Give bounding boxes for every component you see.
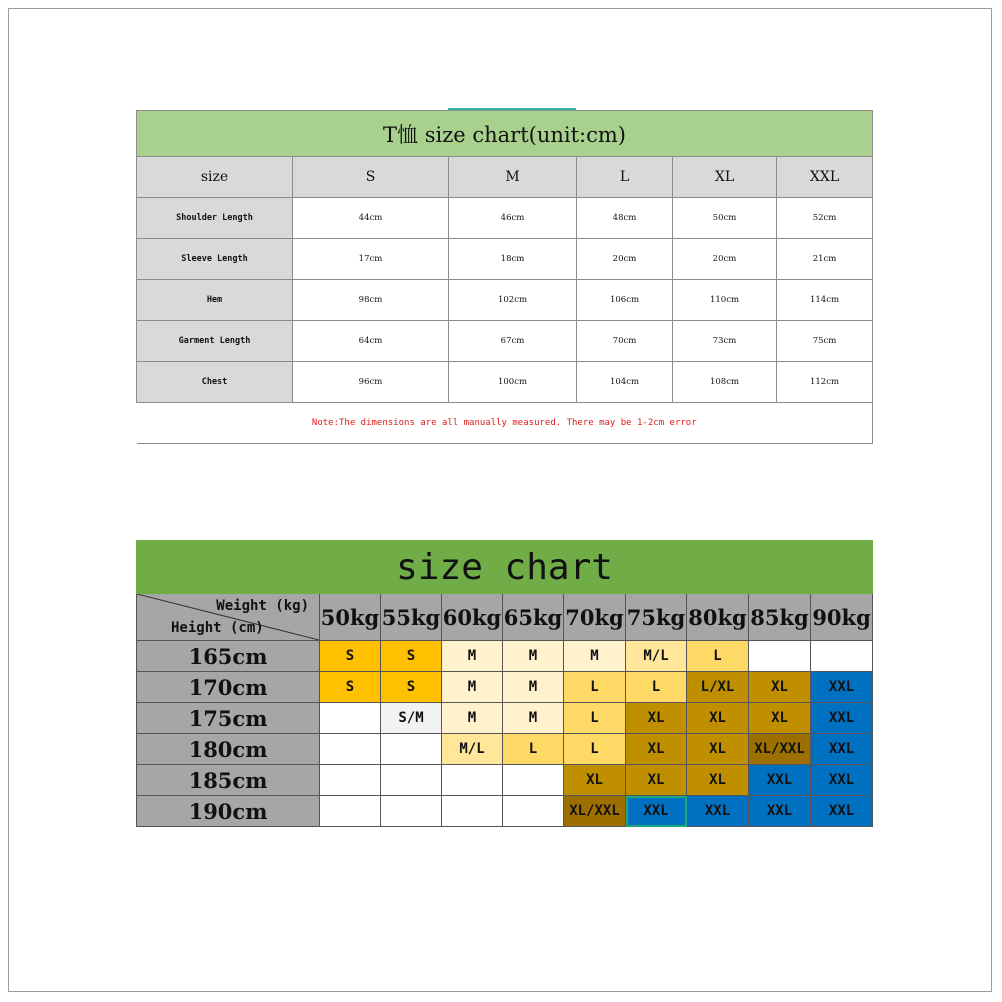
table-row bbox=[137, 321, 873, 362]
size-cell bbox=[320, 765, 381, 796]
size-cell: XL bbox=[564, 765, 626, 796]
size-cell: XL/XXL bbox=[749, 734, 811, 765]
measure-cell: 46cm bbox=[449, 198, 577, 239]
size-cell bbox=[320, 734, 381, 765]
table2-title-row bbox=[137, 541, 873, 594]
size-cell: M bbox=[503, 641, 564, 672]
table-row bbox=[137, 672, 873, 703]
size-cell: M bbox=[442, 641, 503, 672]
size-cell: M bbox=[564, 641, 626, 672]
measure-cell: 48cm bbox=[577, 198, 673, 239]
table-row bbox=[137, 239, 873, 280]
table1-note-row bbox=[137, 403, 873, 444]
table2-title: size chart bbox=[137, 541, 873, 594]
table-row bbox=[137, 765, 873, 796]
size-cell: M bbox=[442, 703, 503, 734]
size-cell: L bbox=[626, 672, 687, 703]
size-cell: L bbox=[564, 703, 626, 734]
measure-cell: 108cm bbox=[673, 362, 777, 403]
size-cell: L bbox=[564, 734, 626, 765]
size-cell: S bbox=[381, 672, 442, 703]
row-label: Shoulder Length bbox=[137, 198, 293, 239]
size-cell: XXL bbox=[626, 796, 687, 827]
size-cell: XXL bbox=[687, 796, 749, 827]
measure-cell: 75cm bbox=[777, 321, 873, 362]
size-cell: L bbox=[687, 641, 749, 672]
row-label: Garment Length bbox=[137, 321, 293, 362]
size-cell: XXL bbox=[811, 734, 873, 765]
row-label: Sleeve Length bbox=[137, 239, 293, 280]
size-cell: XXL bbox=[749, 765, 811, 796]
size-cell bbox=[381, 765, 442, 796]
weight-header-cell: 55kg bbox=[381, 594, 442, 641]
measure-cell: 104cm bbox=[577, 362, 673, 403]
table2-header-row bbox=[137, 594, 873, 641]
height-row-label: 170cm bbox=[137, 672, 320, 703]
size-cell: S bbox=[320, 672, 381, 703]
measure-cell: 110cm bbox=[673, 280, 777, 321]
measure-cell: 18cm bbox=[449, 239, 577, 280]
weight-header-cell: 50kg bbox=[320, 594, 381, 641]
header-cell: L bbox=[577, 157, 673, 198]
size-cell: M bbox=[442, 672, 503, 703]
size-cell: XL bbox=[687, 734, 749, 765]
size-cell: XL bbox=[626, 765, 687, 796]
weight-header-cell: 80kg bbox=[687, 594, 749, 641]
size-cell: S bbox=[320, 641, 381, 672]
size-cell bbox=[442, 765, 503, 796]
measurement-note: Note:The dimensions are all manually measured. There may be 1-2cm error bbox=[137, 403, 873, 444]
size-cell: L/XL bbox=[687, 672, 749, 703]
measure-cell: 70cm bbox=[577, 321, 673, 362]
table-row bbox=[137, 703, 873, 734]
height-row-label: 190cm bbox=[137, 796, 320, 827]
size-cell: L bbox=[503, 734, 564, 765]
size-cell bbox=[503, 796, 564, 827]
size-cell: XXL bbox=[811, 672, 873, 703]
size-cell: XXL bbox=[811, 796, 873, 827]
size-cell: XL bbox=[626, 703, 687, 734]
height-row-label: 175cm bbox=[137, 703, 320, 734]
size-cell: M bbox=[503, 703, 564, 734]
measure-cell: 98cm bbox=[293, 280, 449, 321]
measure-cell: 44cm bbox=[293, 198, 449, 239]
size-cell: M bbox=[503, 672, 564, 703]
header-cell: XL bbox=[673, 157, 777, 198]
garment-size-table bbox=[136, 110, 873, 444]
size-cell bbox=[811, 641, 873, 672]
table1-header-row bbox=[137, 157, 873, 198]
size-cell: XXL bbox=[811, 703, 873, 734]
measure-cell: 102cm bbox=[449, 280, 577, 321]
header-cell: size bbox=[137, 157, 293, 198]
table-row bbox=[137, 362, 873, 403]
size-cell: XL bbox=[626, 734, 687, 765]
size-cell: XL bbox=[687, 765, 749, 796]
size-cell: S bbox=[381, 641, 442, 672]
measure-cell: 112cm bbox=[777, 362, 873, 403]
table-row bbox=[137, 198, 873, 239]
size-cell bbox=[320, 703, 381, 734]
size-cell bbox=[381, 734, 442, 765]
cell-selection-marker bbox=[448, 108, 576, 110]
size-cell: S/M bbox=[381, 703, 442, 734]
height-axis-label: Height (cm) bbox=[171, 620, 264, 636]
table-row bbox=[137, 641, 873, 672]
weight-header-cell: 65kg bbox=[503, 594, 564, 641]
measure-cell: 67cm bbox=[449, 321, 577, 362]
size-cell bbox=[320, 796, 381, 827]
size-cell: M/L bbox=[626, 641, 687, 672]
header-cell: M bbox=[449, 157, 577, 198]
size-cell: L bbox=[564, 672, 626, 703]
height-row-label: 165cm bbox=[137, 641, 320, 672]
table-row bbox=[137, 796, 873, 827]
measure-cell: 50cm bbox=[673, 198, 777, 239]
size-cell bbox=[503, 765, 564, 796]
measure-cell: 21cm bbox=[777, 239, 873, 280]
size-cell: XL bbox=[687, 703, 749, 734]
measure-cell: 20cm bbox=[673, 239, 777, 280]
measure-cell: 96cm bbox=[293, 362, 449, 403]
measure-cell: 73cm bbox=[673, 321, 777, 362]
weight-header-cell: 90kg bbox=[811, 594, 873, 641]
measure-cell: 17cm bbox=[293, 239, 449, 280]
table-row bbox=[137, 734, 873, 765]
size-cell: XL bbox=[749, 703, 811, 734]
height-row-label: 180cm bbox=[137, 734, 320, 765]
size-cell bbox=[381, 796, 442, 827]
weight-axis-label: Weight (kg) bbox=[216, 598, 309, 614]
table-row bbox=[137, 280, 873, 321]
size-cell: XL/XXL bbox=[564, 796, 626, 827]
measure-cell: 52cm bbox=[777, 198, 873, 239]
size-cell: M/L bbox=[442, 734, 503, 765]
corner-header-cell bbox=[137, 594, 320, 641]
table1-title-row bbox=[137, 111, 873, 157]
row-label: Chest bbox=[137, 362, 293, 403]
measure-cell: 114cm bbox=[777, 280, 873, 321]
header-cell: S bbox=[293, 157, 449, 198]
size-cell: XXL bbox=[811, 765, 873, 796]
size-cell bbox=[442, 796, 503, 827]
weight-header-cell: 60kg bbox=[442, 594, 503, 641]
height-row-label: 185cm bbox=[137, 765, 320, 796]
size-cell: XL bbox=[749, 672, 811, 703]
weight-header-cell: 70kg bbox=[564, 594, 626, 641]
table1-title: T恤 size chart(unit:cm) bbox=[137, 111, 873, 157]
measure-cell: 64cm bbox=[293, 321, 449, 362]
row-label: Hem bbox=[137, 280, 293, 321]
weight-height-size-table bbox=[136, 540, 873, 827]
weight-header-cell: 75kg bbox=[626, 594, 687, 641]
size-cell bbox=[749, 641, 811, 672]
measure-cell: 100cm bbox=[449, 362, 577, 403]
size-cell: XXL bbox=[749, 796, 811, 827]
header-cell: XXL bbox=[777, 157, 873, 198]
weight-header-cell: 85kg bbox=[749, 594, 811, 641]
measure-cell: 106cm bbox=[577, 280, 673, 321]
measure-cell: 20cm bbox=[577, 239, 673, 280]
